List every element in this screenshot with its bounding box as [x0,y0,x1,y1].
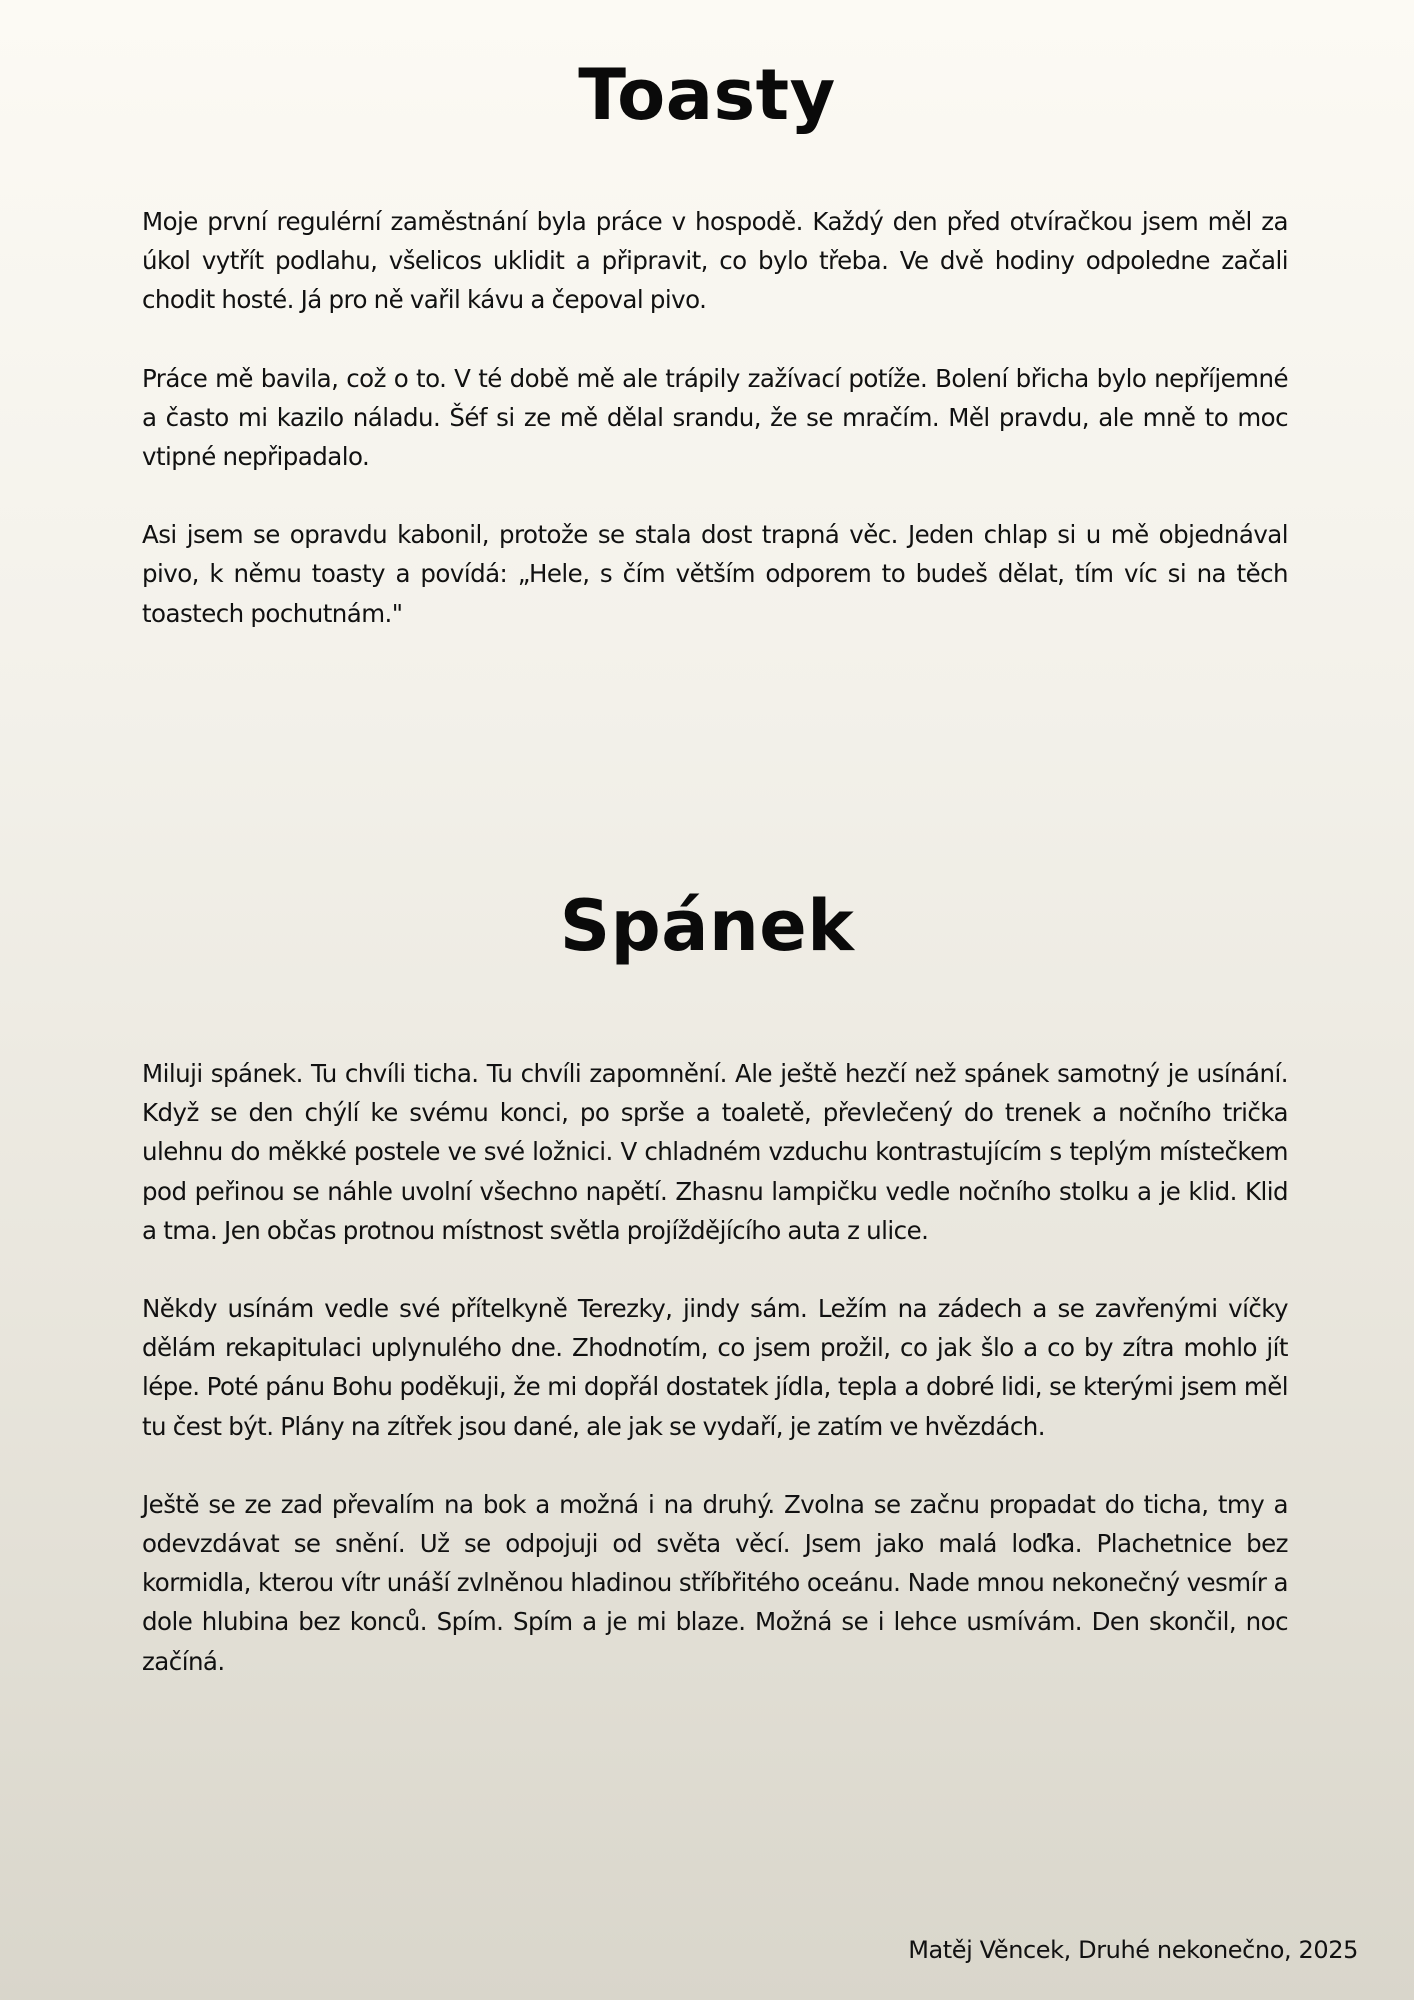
paragraph: Moje první regulérní zaměstnání byla práce v hospodě. Každý den před otvíračkou jsem měl za úkol vytřít podlahu, všelicos uklidit a připravit, co bylo třeba. Ve dvě hodiny odpoledne začali chodit hosté. Já pro ně vařil kávu a čepoval pivo. [142,207,1288,315]
paragraph: Asi jsem se opravdu kabonil, protože se stala dost trapná věc. Jeden chlap si u mě objednával pivo, k němu toasty a povídá: „Hele, s čím větším odporem to budeš dělat, tím víc si na těch toastech pochutnám." [142,520,1288,628]
paragraph: Práce mě bavila, což o to. V té době mě ale trápily zažívací potíže. Bolení břicha bylo nepříjemné a často mi kazilo náladu. Šéf si ze mě dělal srandu, že se mračím. Měl pravdu, ale mně to moc vtipné nepřipadalo. [142,363,1288,472]
section-title-spanek: Spánek [559,885,855,967]
section-title-toasty: Toasty [578,54,836,136]
paragraph: Miluji spánek. Tu chvíli ticha. Tu chvíli zapomnění. Ale ještě hezčí než spánek samotný je usínání. Když se den chýlí ke svému konci, po sprše a toaletě, převlečený do trenek a nočního trička ulehnu do měkké postele ve své ložnici. V chladném vzduchu kontrastujícím s teplým místečkem pod peřinou se náhle uvolní všechno napětí. Zhasnu lampičku vedle nočního stolku a je klid. Klid a tma. Jen občas protnou místnost světla projíždějícího auta z ulice. [142,1059,1288,1245]
paragraph: Někdy usínám vedle své přítelkyně Terezky, jindy sám. Ležím na zádech a se zavřenými víčky dělám rekapitulaci uplynulého dne. Zhodnotím, co jsem prožil, co jak šlo a co by zítra mohlo jít lépe. Poté pánu Bohu poděkuji, že mi dopřál dostatek jídla, tepla a dobré lidi, se kterými jsem měl tu čest být. Plány na zítřek jsou dané, ale jak se vydaří, je zatím ve hvězdách. [142,1294,1288,1441]
section-body-toasty [142,202,1288,672]
footer-signature: Matěj Věncek, Druhé nekonečno, 2025 [908,1936,1358,1964]
paragraph: Ještě se ze zad převalím na bok a možná i na druhý. Zvolna se začnu propadat do ticha, tmy a odevzdávat se snění. Už se odpojuji od světa věcí. Jsem jako malá loďka. Plachetnice bez kormidla, kterou vítr unáší zvlněnou hladinou stříbřitého oceánu. Nade mnou nekonečný vesmír a dole hlubina bez konců. Spím. Spím a je mi blaze. Možná se i lehce usmívám. Den skončil, noc začíná. [142,1489,1288,1676]
section-body-spanek [142,1054,1288,1720]
